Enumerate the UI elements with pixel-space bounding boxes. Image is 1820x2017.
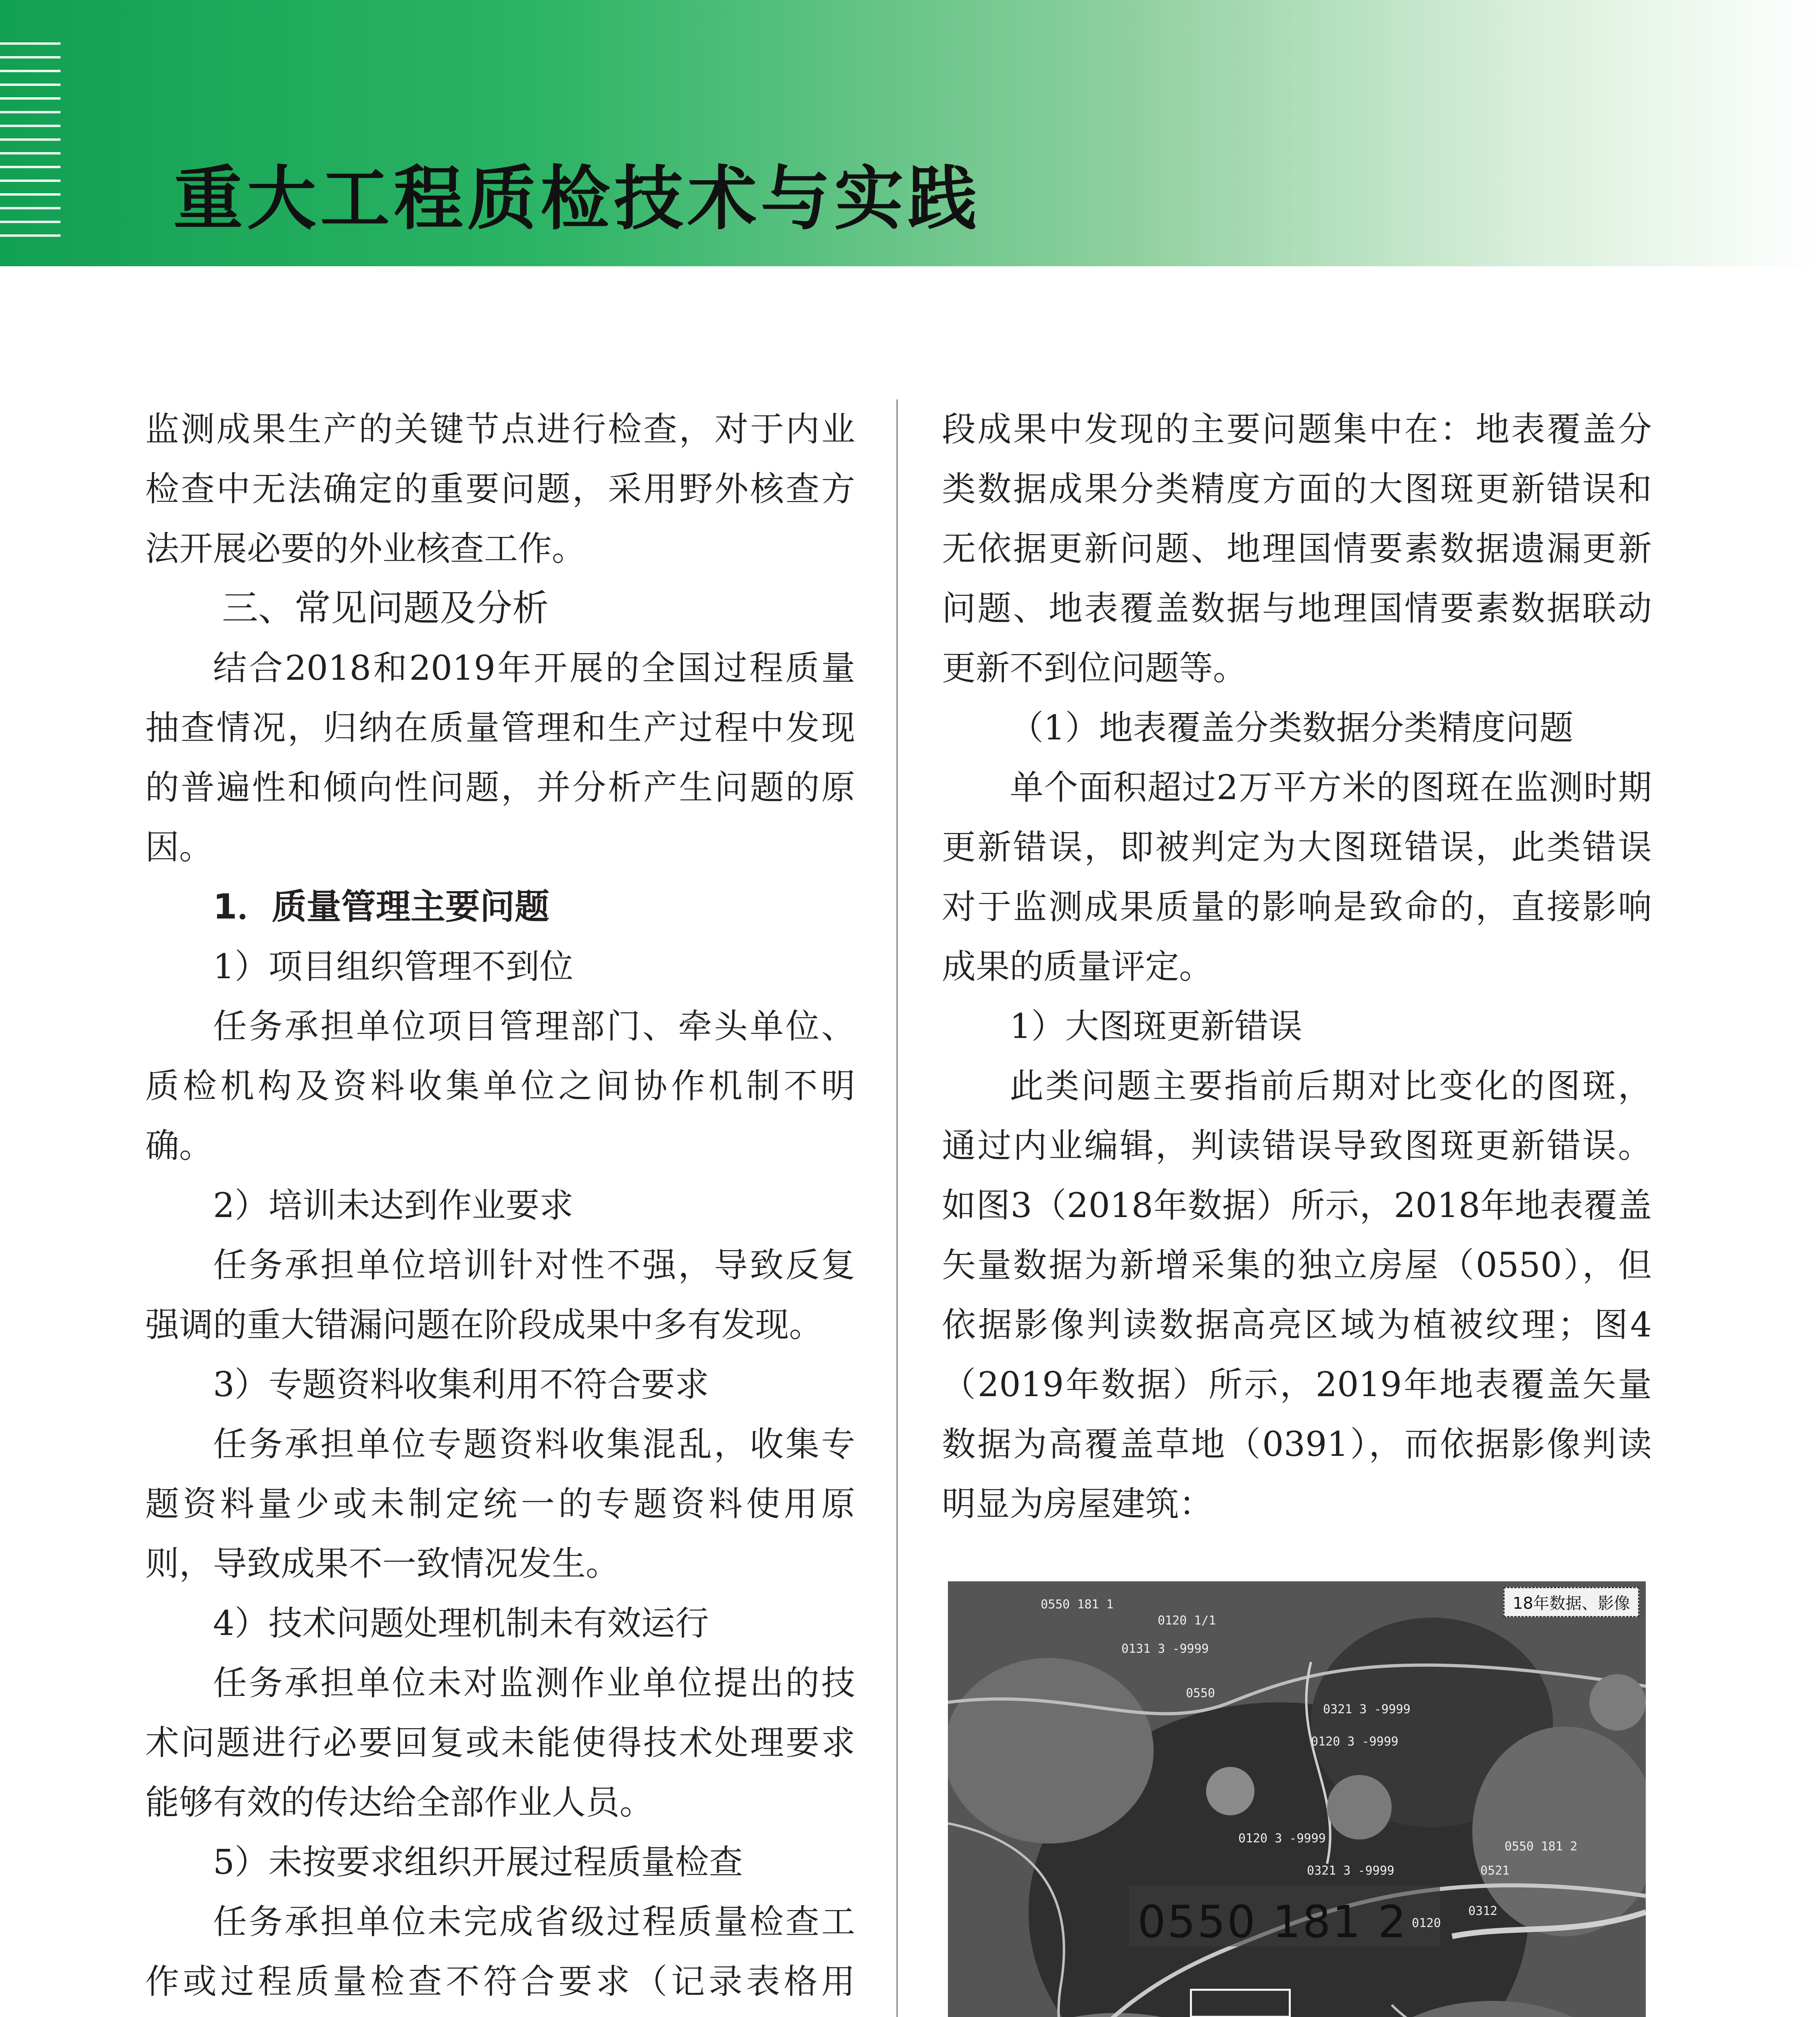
sub-heading: 5）未按要求组织开展过程质量检查 — [213, 1842, 743, 1882]
paragraph: 段成果中发现的主要问题集中在：地表覆盖分类数据成果分类精度方面的大图斑更新错误和无依据更新问题、地理国情要素数据遗漏更新问题、地表覆盖数据与地理国情要素数据联动更新不到位问题等。 — [942, 409, 1652, 688]
figure-3-aerial-image — [948, 1581, 1646, 2017]
map-code-label: 0550 181 2 — [1505, 1840, 1578, 1854]
sub-heading: 1）项目组织管理不到位 — [213, 947, 574, 986]
subsection-heading: 1．质量管理主要问题 — [213, 887, 549, 927]
page-header-title: 重大工程质检技术与实践 — [173, 158, 981, 239]
map-code-label: 0312 — [1468, 1904, 1498, 1918]
paragraph: 任务承担单位未对监测作业单位提出的技术问题进行必要回复或未能使得技术处理要求能够有效的传达给全部作业人员。 — [145, 1663, 855, 1822]
paragraph: 单个面积超过2万平方米的图斑在监测时期更新错误，即被判定为大图斑错误，此类错误对于监测成果质量的影响是致命的，直接影响成果的质量评定。 — [942, 768, 1652, 986]
section-heading: 三、常见问题及分析 — [222, 587, 549, 629]
map-code-label: 0120 3 -9999 — [1238, 1831, 1326, 1846]
map-code-label: 0521 — [1480, 1864, 1510, 1878]
paragraph: 任务承担单位未完成省级过程质量检查工作或过程质量检查不符合要求（记录表格用 — [145, 1902, 855, 2001]
paragraph: 任务承担单位专题资料收集混乱，收集专题资料量少或未制定统一的专题资料使用原则，导致成果不一致情况发生。 — [145, 1424, 855, 1583]
sub-heading: 2）培训未达到作业要求 — [213, 1186, 574, 1225]
aerial-texture — [948, 1581, 1646, 2017]
sub-heading: 1）大图斑更新错误 — [1010, 1006, 1302, 1046]
map-code-label: 0120 — [1412, 1916, 1441, 1930]
left-text-column — [145, 399, 855, 2017]
map-code-label: 0131 3 -9999 — [1121, 1642, 1209, 1656]
map-code-label: 0120 1/1 — [1158, 1614, 1216, 1628]
header-stripes — [0, 42, 61, 248]
map-code-label: 0550 — [1186, 1686, 1215, 1700]
sub-heading: 3）专题资料收集利用不符合要求 — [213, 1365, 709, 1404]
paragraph: 任务承担单位项目管理部门、牵头单位、质检机构及资料收集单位之间协作机制不明确。 — [145, 1006, 855, 1165]
map-code-label: 0321 3 -9999 — [1307, 1864, 1394, 1878]
paragraph: 此类问题主要指前后期对比变化的图斑，通过内业编辑，判读错误导致图斑更新错误。如图3（2018年数据）所示，2018年地表覆盖矢量数据为新增采集的独立房屋（0550），但依据影像判读数据高亮区域为植被纹理；图4（2019年数据）所示，2019年地表覆盖矢量数据为高覆盖草地（0391），而依据影像判读明显为房屋建筑： — [942, 1066, 1652, 1524]
paragraph: 任务承担单位培训针对性不强，导致反复强调的重大错漏问题在阶段成果中多有发现。 — [145, 1245, 855, 1345]
map-code-label: 0550 181 1 — [1041, 1597, 1114, 1612]
figure-legend: 18年数据、影像 — [1503, 1587, 1639, 1617]
highlight-box — [1190, 1989, 1291, 2017]
sub-heading: （1）地表覆盖分类数据分类精度问题 — [1010, 708, 1574, 748]
map-code-label: 0321 3 -9999 — [1323, 1702, 1411, 1716]
sub-heading: 4）技术问题处理机制未有效运行 — [213, 1604, 709, 1643]
figure-main-label: 0550 181 2 — [1138, 1896, 1408, 1948]
map-code-label: 0120 3 -9999 — [1311, 1735, 1398, 1749]
header-banner — [0, 0, 1820, 266]
right-text-column — [942, 399, 1652, 1534]
column-divider — [896, 399, 898, 2017]
paragraph: 监测成果生产的关键节点进行检查，对于内业检查中无法确定的重要问题，采用野外核查方法开展必要的外业核查工作。 — [145, 409, 855, 568]
paragraph: 结合2018和2019年开展的全国过程质量抽查情况，归纳在质量管理和生产过程中发现的普遍性和倾向性问题，并分析产生问题的原因。 — [145, 648, 855, 867]
